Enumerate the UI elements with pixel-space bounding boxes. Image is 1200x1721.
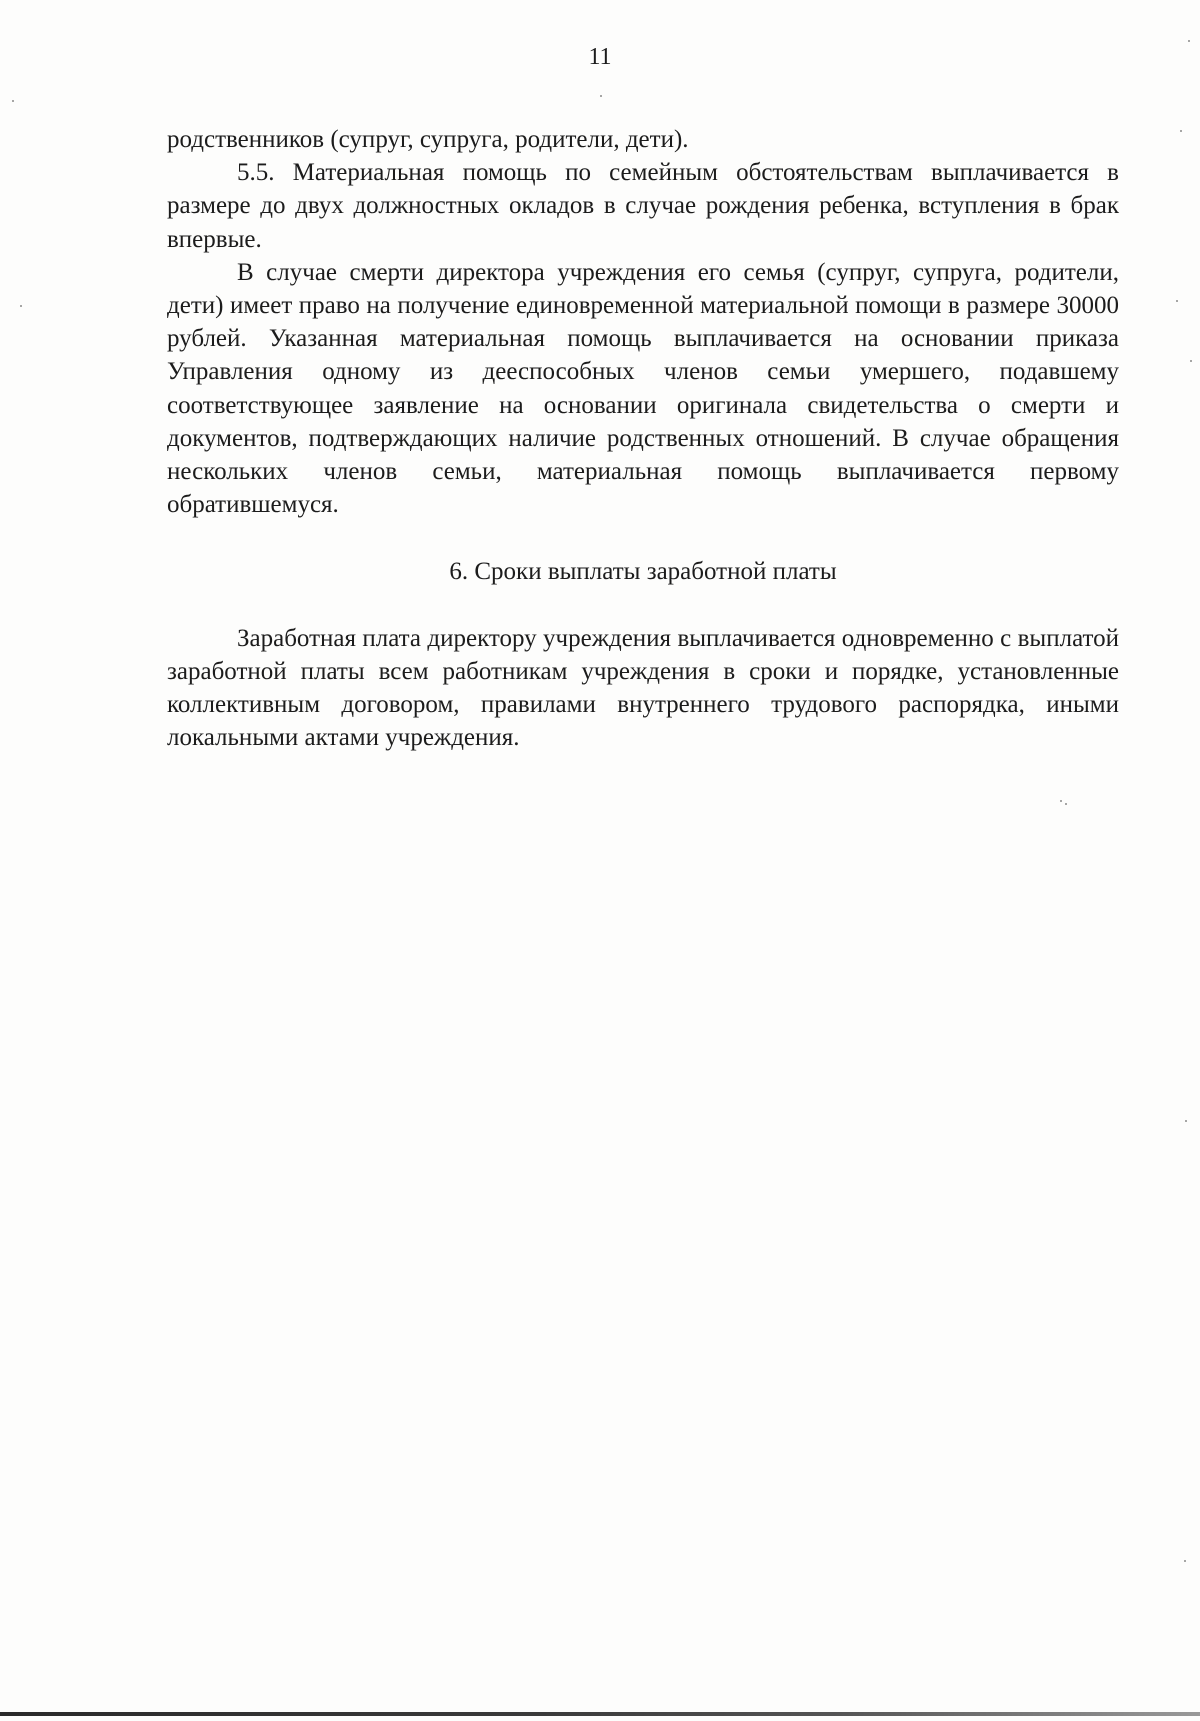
scan-speck [12, 100, 14, 102]
scan-speck [1180, 130, 1182, 132]
scan-speck [20, 305, 22, 307]
scan-speck [1184, 1560, 1186, 1562]
scan-speck [1176, 300, 1178, 302]
paragraph-5-5: 5.5. Материальная помощь по семейным обстоятельствам выплачивается в размере до двух должностных окладов в случае рождения ребенка, вступления в брак впервые. [167, 159, 1119, 253]
scan-speck [1065, 803, 1067, 805]
document-body [167, 123, 1119, 754]
page-number: 11 [588, 44, 612, 70]
paragraph-continuation: родственников (супруг, супруга, родители, дети). [167, 126, 689, 153]
scan-speck [600, 95, 602, 97]
scan-speck [1188, 40, 1190, 42]
section-heading: 6. Сроки выплаты заработной платы [449, 558, 837, 586]
paragraph-death-assistance: В случае смерти директора учреждения его семья (супруг, супруга, родители, дети) имеет право на получение единовременной материальной помощи в размере 30000 рублей. Указанная материальная помощь выплачивается на основании приказа Управления одному из дееспособных членов семьи умершего, подавшему соответствующее заявление на основании оригинала свидетельства о смерти и документов, подтверждающих наличие родственных отношений. В случае обращения нескольких членов семьи, материальная помощь выплачивается первому обратившемуся. [167, 258, 1119, 519]
paragraph-salary-terms: Заработная плата директору учреждения выплачивается одновременно с выплатой заработной платы всем работникам учреждения в сроки и порядке, установленные коллективным договором, правилами внутреннего трудового распорядка, иными локальными актами учреждения. [167, 624, 1119, 752]
scan-speck [1060, 800, 1062, 802]
scan-bottom-edge [0, 1712, 1200, 1716]
scan-speck [1185, 1120, 1187, 1122]
scan-speck [1190, 360, 1192, 362]
